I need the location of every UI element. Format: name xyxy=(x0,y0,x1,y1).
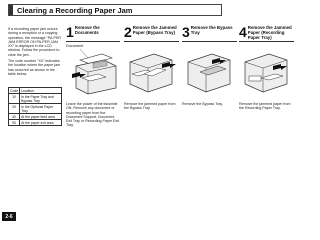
step-1-title-line: Documents xyxy=(74,29,99,35)
step-4-number: 4 xyxy=(239,24,247,40)
section-header xyxy=(8,4,222,16)
step-1-text: Leave the power of the facsimile ON. Remove any document or recording paper from the Document Support, Document Exit Tray or Recording Paper Exit Tray. xyxy=(66,102,120,128)
step-2-number: 2 xyxy=(124,24,132,40)
table-header-location: Location xyxy=(20,88,62,94)
section-title: Clearing a Recording Paper Jam xyxy=(17,5,133,15)
table-row xyxy=(9,94,62,104)
step-4-rule xyxy=(239,41,294,42)
jam-code-table xyxy=(8,87,62,126)
table-cell-location: At the paper exit area xyxy=(20,120,62,126)
step-4-title-line: Paper (Recording xyxy=(247,29,285,35)
table-cell-location: In the Optional Paper Tray xyxy=(20,104,62,114)
step-3-title xyxy=(191,26,233,36)
step-3-heading xyxy=(182,25,240,40)
table-cell-code: 10 xyxy=(9,94,20,104)
table-cell-code: 90 xyxy=(9,120,20,126)
header-shade xyxy=(9,5,13,15)
step-2-title-line: Remove the Jammed xyxy=(132,25,177,30)
step-4-text: Remove the jammed paper from the Recording Paper Tray. xyxy=(239,102,291,111)
step-3-text: Remove the Bypass Tray. xyxy=(182,102,223,106)
table-row xyxy=(9,120,62,126)
table-header-code: Code xyxy=(10,88,19,93)
intro-paragraph-2: The code number "XX" indicates the location where the paper jam has occurred as shown in the table below. xyxy=(8,59,61,76)
step-1-illustration xyxy=(66,44,120,98)
step-2-text: Remove the jammed paper from the Bypass Tray. xyxy=(124,102,176,111)
step-2-rule xyxy=(124,41,179,42)
step-2-title xyxy=(133,26,177,36)
step-3-rule xyxy=(182,41,237,42)
step-4-title xyxy=(248,26,292,40)
step-3-title-line: Remove the Bypass xyxy=(190,25,233,30)
step-4-heading xyxy=(239,25,299,40)
table-cell-code: 20 xyxy=(9,104,20,114)
document-callout-label: Document xyxy=(66,44,84,48)
step-4-title-line: Paper Tray) xyxy=(247,34,272,40)
table-cell-location: In the Paper Tray and Bypass Tray xyxy=(20,94,62,104)
step-2-heading xyxy=(124,25,180,40)
step-2-title-line: Paper (Bypass Tray) xyxy=(132,29,176,35)
step-4-title-line: Remove the Jammed xyxy=(247,25,292,30)
table-cell-location: At the paper feed area xyxy=(20,114,62,120)
intro-paragraph-1: If a recording paper jam occurs during a reception or a copying operation, the message "PA-PER JAM ERROR ON PA-PER JAM XX" is displayed in the LCD window. Follow the procedure to clear the jam. xyxy=(8,27,61,57)
step-3-illustration xyxy=(182,44,238,98)
table-cell-code: 30 xyxy=(9,114,20,120)
step-2-illustration xyxy=(124,44,180,98)
page-number: 2-6 xyxy=(2,212,16,221)
step-1-title xyxy=(75,26,100,36)
step-1-number: 1 xyxy=(66,24,74,40)
step-1-title-line: Remove the xyxy=(74,25,100,30)
intro-text xyxy=(8,27,62,78)
step-3-title-line: Tray xyxy=(190,29,200,35)
table-row xyxy=(9,104,62,114)
step-3-number: 3 xyxy=(182,24,190,40)
step-4-illustration xyxy=(239,44,295,98)
step-1-rule xyxy=(66,41,120,42)
step-1-heading xyxy=(66,25,122,40)
